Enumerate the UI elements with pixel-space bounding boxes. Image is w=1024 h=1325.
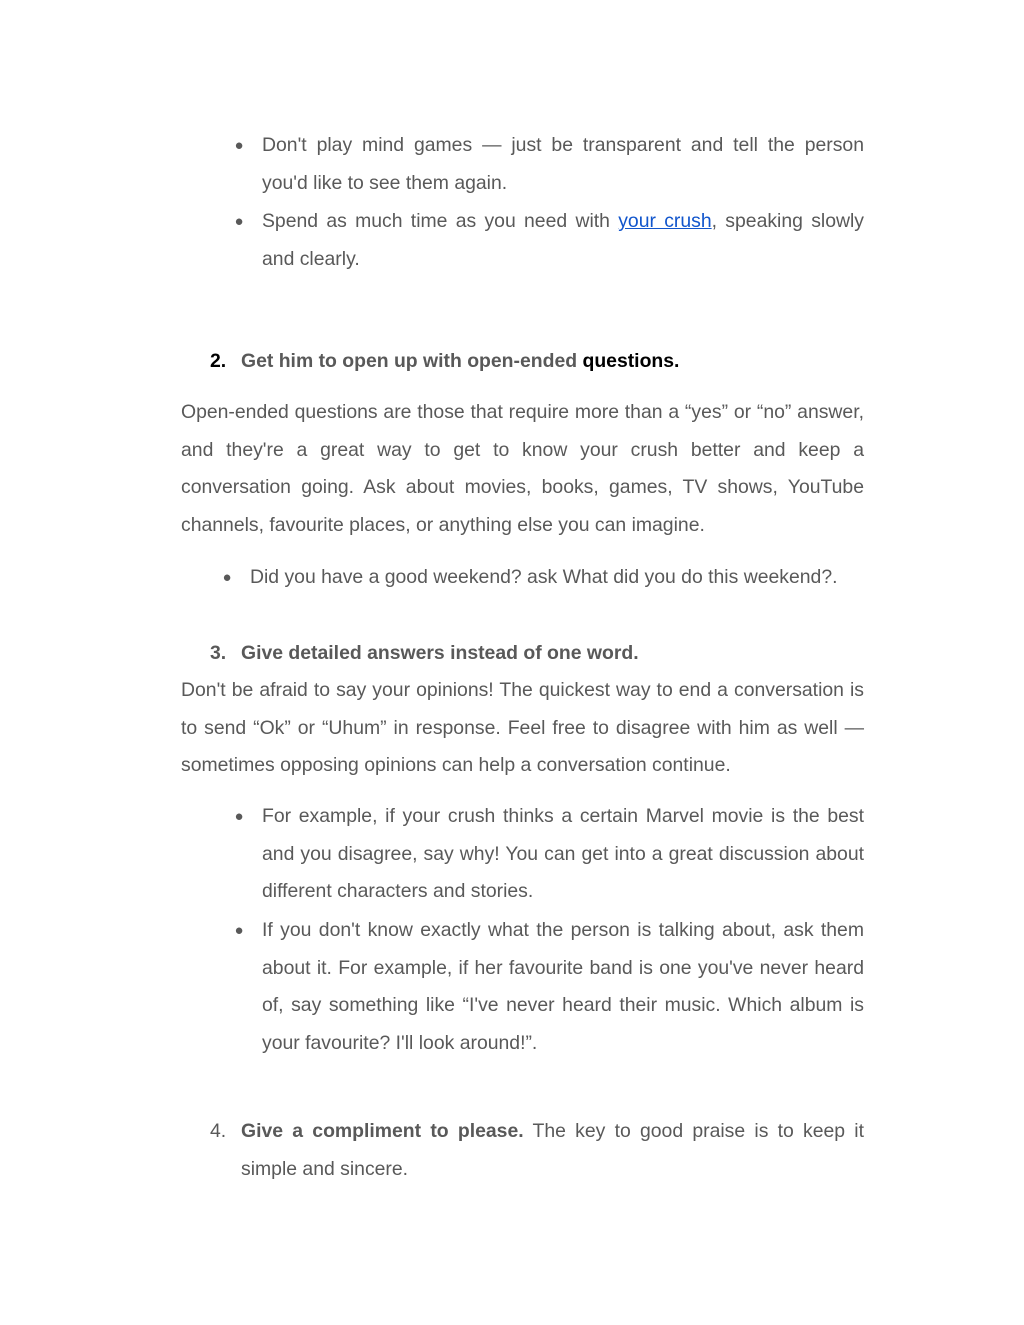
bullet-text bbox=[262, 203, 864, 278]
section-heading-part: questions. bbox=[582, 350, 680, 372]
section-heading-part: Get him to open up with open-ended bbox=[241, 350, 583, 372]
bullet-text: If you don't know exactly what the person is talking about, ask them about it. For example, if her favourite band is one you've never heard of, say something like “I've never heard their music. Which album is your favourite? I'll look around!”. bbox=[262, 919, 864, 1055]
bullet-text-part: Spend as much time as you need with bbox=[262, 210, 619, 232]
bullet-text: Did you have a good weekend? ask What did you do this weekend?. bbox=[250, 566, 838, 588]
bullet-dot: ● bbox=[234, 808, 244, 825]
section-number: 3. bbox=[210, 642, 227, 664]
section-heading: Give detailed answers instead of one word. bbox=[241, 642, 639, 664]
bullet-text: Don't play mind games — just be transparent and tell the person you'd like to see them again. bbox=[262, 134, 864, 194]
bullet-dot: ● bbox=[234, 213, 244, 230]
bullet-text-part: , speaking slowly and clearly. bbox=[262, 210, 865, 270]
section-number: 2. bbox=[210, 350, 227, 372]
section-number: 4. bbox=[210, 1120, 227, 1142]
section-4-body: The key to good praise is to keep it simple and sincere. bbox=[241, 1120, 865, 1180]
bullet-dot: ● bbox=[234, 922, 244, 939]
paragraph: Open-ended questions are those that require more than a “yes” or “no” answer, and they're a great way to get to know your crush better and keep a conversation going. Ask about movies, books, games, TV shows, YouTube channels, favourite places, or anything else you can imagine. bbox=[181, 401, 864, 537]
section-heading: Give a compliment to please. bbox=[241, 1120, 524, 1142]
section-heading bbox=[241, 350, 679, 373]
bullet-dot: ● bbox=[222, 569, 232, 586]
bullet-text: For example, if your crush thinks a certain Marvel movie is the best and you disagree, say why! You can get into a great discussion about different characters and stories. bbox=[262, 805, 864, 903]
paragraph: Don't be afraid to say your opinions! The quickest way to end a conversation is to send “Ok” or “Uhum” in response. Feel free to disagree with him as well — sometimes opposing opinions can help a conversation continue. bbox=[181, 679, 864, 777]
your-crush-link[interactable]: your crush bbox=[618, 210, 712, 232]
section-4-text bbox=[241, 1113, 864, 1188]
bullet-dot: ● bbox=[234, 137, 244, 154]
